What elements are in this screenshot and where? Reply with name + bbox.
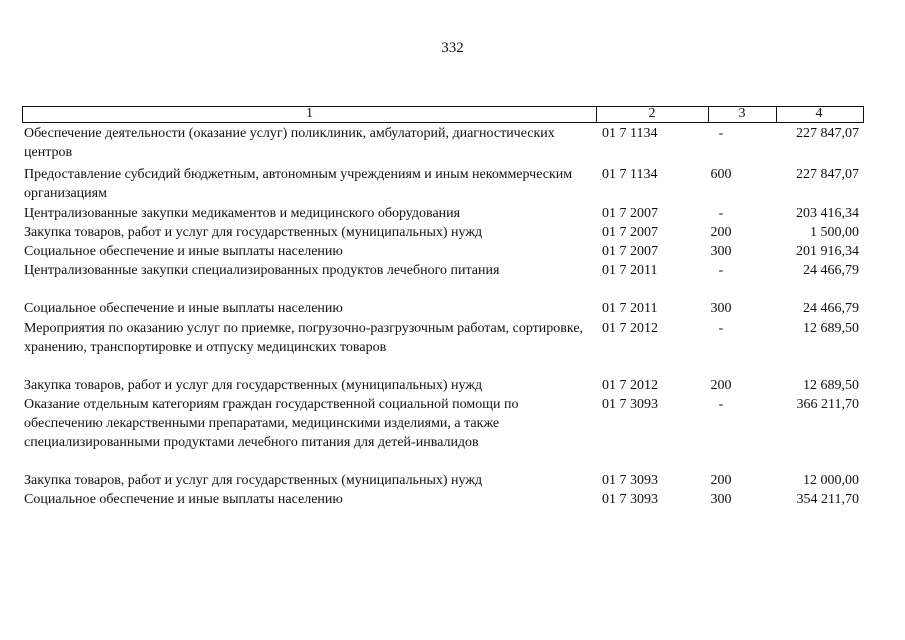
table-header xyxy=(22,106,864,123)
table-row xyxy=(24,490,864,509)
row-type: - xyxy=(718,126,724,141)
row-sum: 1 500,00 xyxy=(810,225,859,240)
row-sum: 203 416,34 xyxy=(796,206,859,221)
row-sum: 366 211,70 xyxy=(796,397,859,412)
row-type: 300 xyxy=(710,244,732,259)
row-code: 01 7 2012 xyxy=(602,321,658,336)
row-code: 01 7 3093 xyxy=(602,397,658,412)
table-row xyxy=(24,299,864,318)
row-code: 01 7 2007 xyxy=(602,206,658,221)
row-code: 01 7 3093 xyxy=(602,492,658,507)
row-type: 300 xyxy=(710,492,732,507)
header-col-3: 3 xyxy=(708,107,777,122)
row-type: - xyxy=(718,206,724,221)
row-name: Централизованные закупки специализированных продуктов лечебного питания xyxy=(24,263,500,278)
table-row xyxy=(24,242,864,261)
row-type: - xyxy=(718,263,724,278)
table-row xyxy=(24,471,864,490)
row-sum: 24 466,79 xyxy=(803,301,859,316)
row-sum: 227 847,07 xyxy=(796,167,859,182)
table-row xyxy=(24,124,864,162)
row-sum: 201 916,34 xyxy=(796,244,859,259)
row-name: Социальное обеспечение и иные выплаты населению xyxy=(24,301,343,316)
row-name: Обеспечение деятельности (оказание услуг) поликлиник, амбулаторий, диагностических центров xyxy=(24,126,555,160)
row-sum: 354 211,70 xyxy=(796,492,859,507)
row-type: 200 xyxy=(710,378,732,393)
row-code: 01 7 2007 xyxy=(602,225,658,240)
row-name: Оказание отдельным категориям граждан государственной социальной помощи по обеспечению лекарственными препаратами, медицинскими изделиями, а также специализированными продуктами лечебного питания для детей-инвалидов xyxy=(24,397,519,450)
page-number: 332 xyxy=(441,40,464,56)
table-row xyxy=(24,223,864,242)
row-name: Закупка товаров, работ и услуг для государственных (муниципальных) нужд xyxy=(24,473,483,488)
row-code: 01 7 1134 xyxy=(602,126,658,141)
header-col-2: 2 xyxy=(596,107,709,122)
header-col-4: 4 xyxy=(815,106,823,121)
row-sum: 12 000,00 xyxy=(803,473,859,488)
row-name: Закупка товаров, работ и услуг для государственных (муниципальных) нужд xyxy=(24,225,483,240)
row-code: 01 7 2011 xyxy=(602,263,658,278)
row-type: - xyxy=(718,321,724,336)
row-type: - xyxy=(718,397,724,412)
row-sum: 12 689,50 xyxy=(803,321,859,336)
table-row xyxy=(24,395,864,471)
row-sum: 227 847,07 xyxy=(796,126,859,141)
row-code: 01 7 2007 xyxy=(602,244,658,259)
header-col-1: 1 xyxy=(23,107,597,122)
table-body xyxy=(24,124,864,509)
row-name: Мероприятия по оказанию услуг по приемке, погрузочно-разгрузочным работам, сортировке, хранению, транспортировке и отпуску медицинских товаров xyxy=(24,321,584,355)
row-name: Закупка товаров, работ и услуг для государственных (муниципальных) нужд xyxy=(24,378,483,393)
table-row xyxy=(24,261,864,299)
row-code: 01 7 1134 xyxy=(602,167,658,182)
row-name: Социальное обеспечение и иные выплаты населению xyxy=(24,492,343,507)
row-name: Предоставление субсидий бюджетным, автономным учреждениям и иным некоммерческим организациям xyxy=(24,167,573,201)
row-sum: 12 689,50 xyxy=(803,378,859,393)
row-name: Централизованные закупки медикаментов и медицинского оборудования xyxy=(24,206,461,221)
row-type: 300 xyxy=(710,301,732,316)
row-code: 01 7 3093 xyxy=(602,473,658,488)
table-row xyxy=(24,319,864,376)
row-name: Социальное обеспечение и иные выплаты населению xyxy=(24,244,343,259)
row-type: 200 xyxy=(710,473,732,488)
row-code: 01 7 2012 xyxy=(602,378,658,393)
table-row xyxy=(24,204,864,223)
table-row xyxy=(24,376,864,395)
row-sum: 24 466,79 xyxy=(803,263,859,278)
row-code: 01 7 2011 xyxy=(602,301,658,316)
row-type: 200 xyxy=(710,225,732,240)
table-row xyxy=(24,165,864,204)
row-type: 600 xyxy=(710,167,732,182)
